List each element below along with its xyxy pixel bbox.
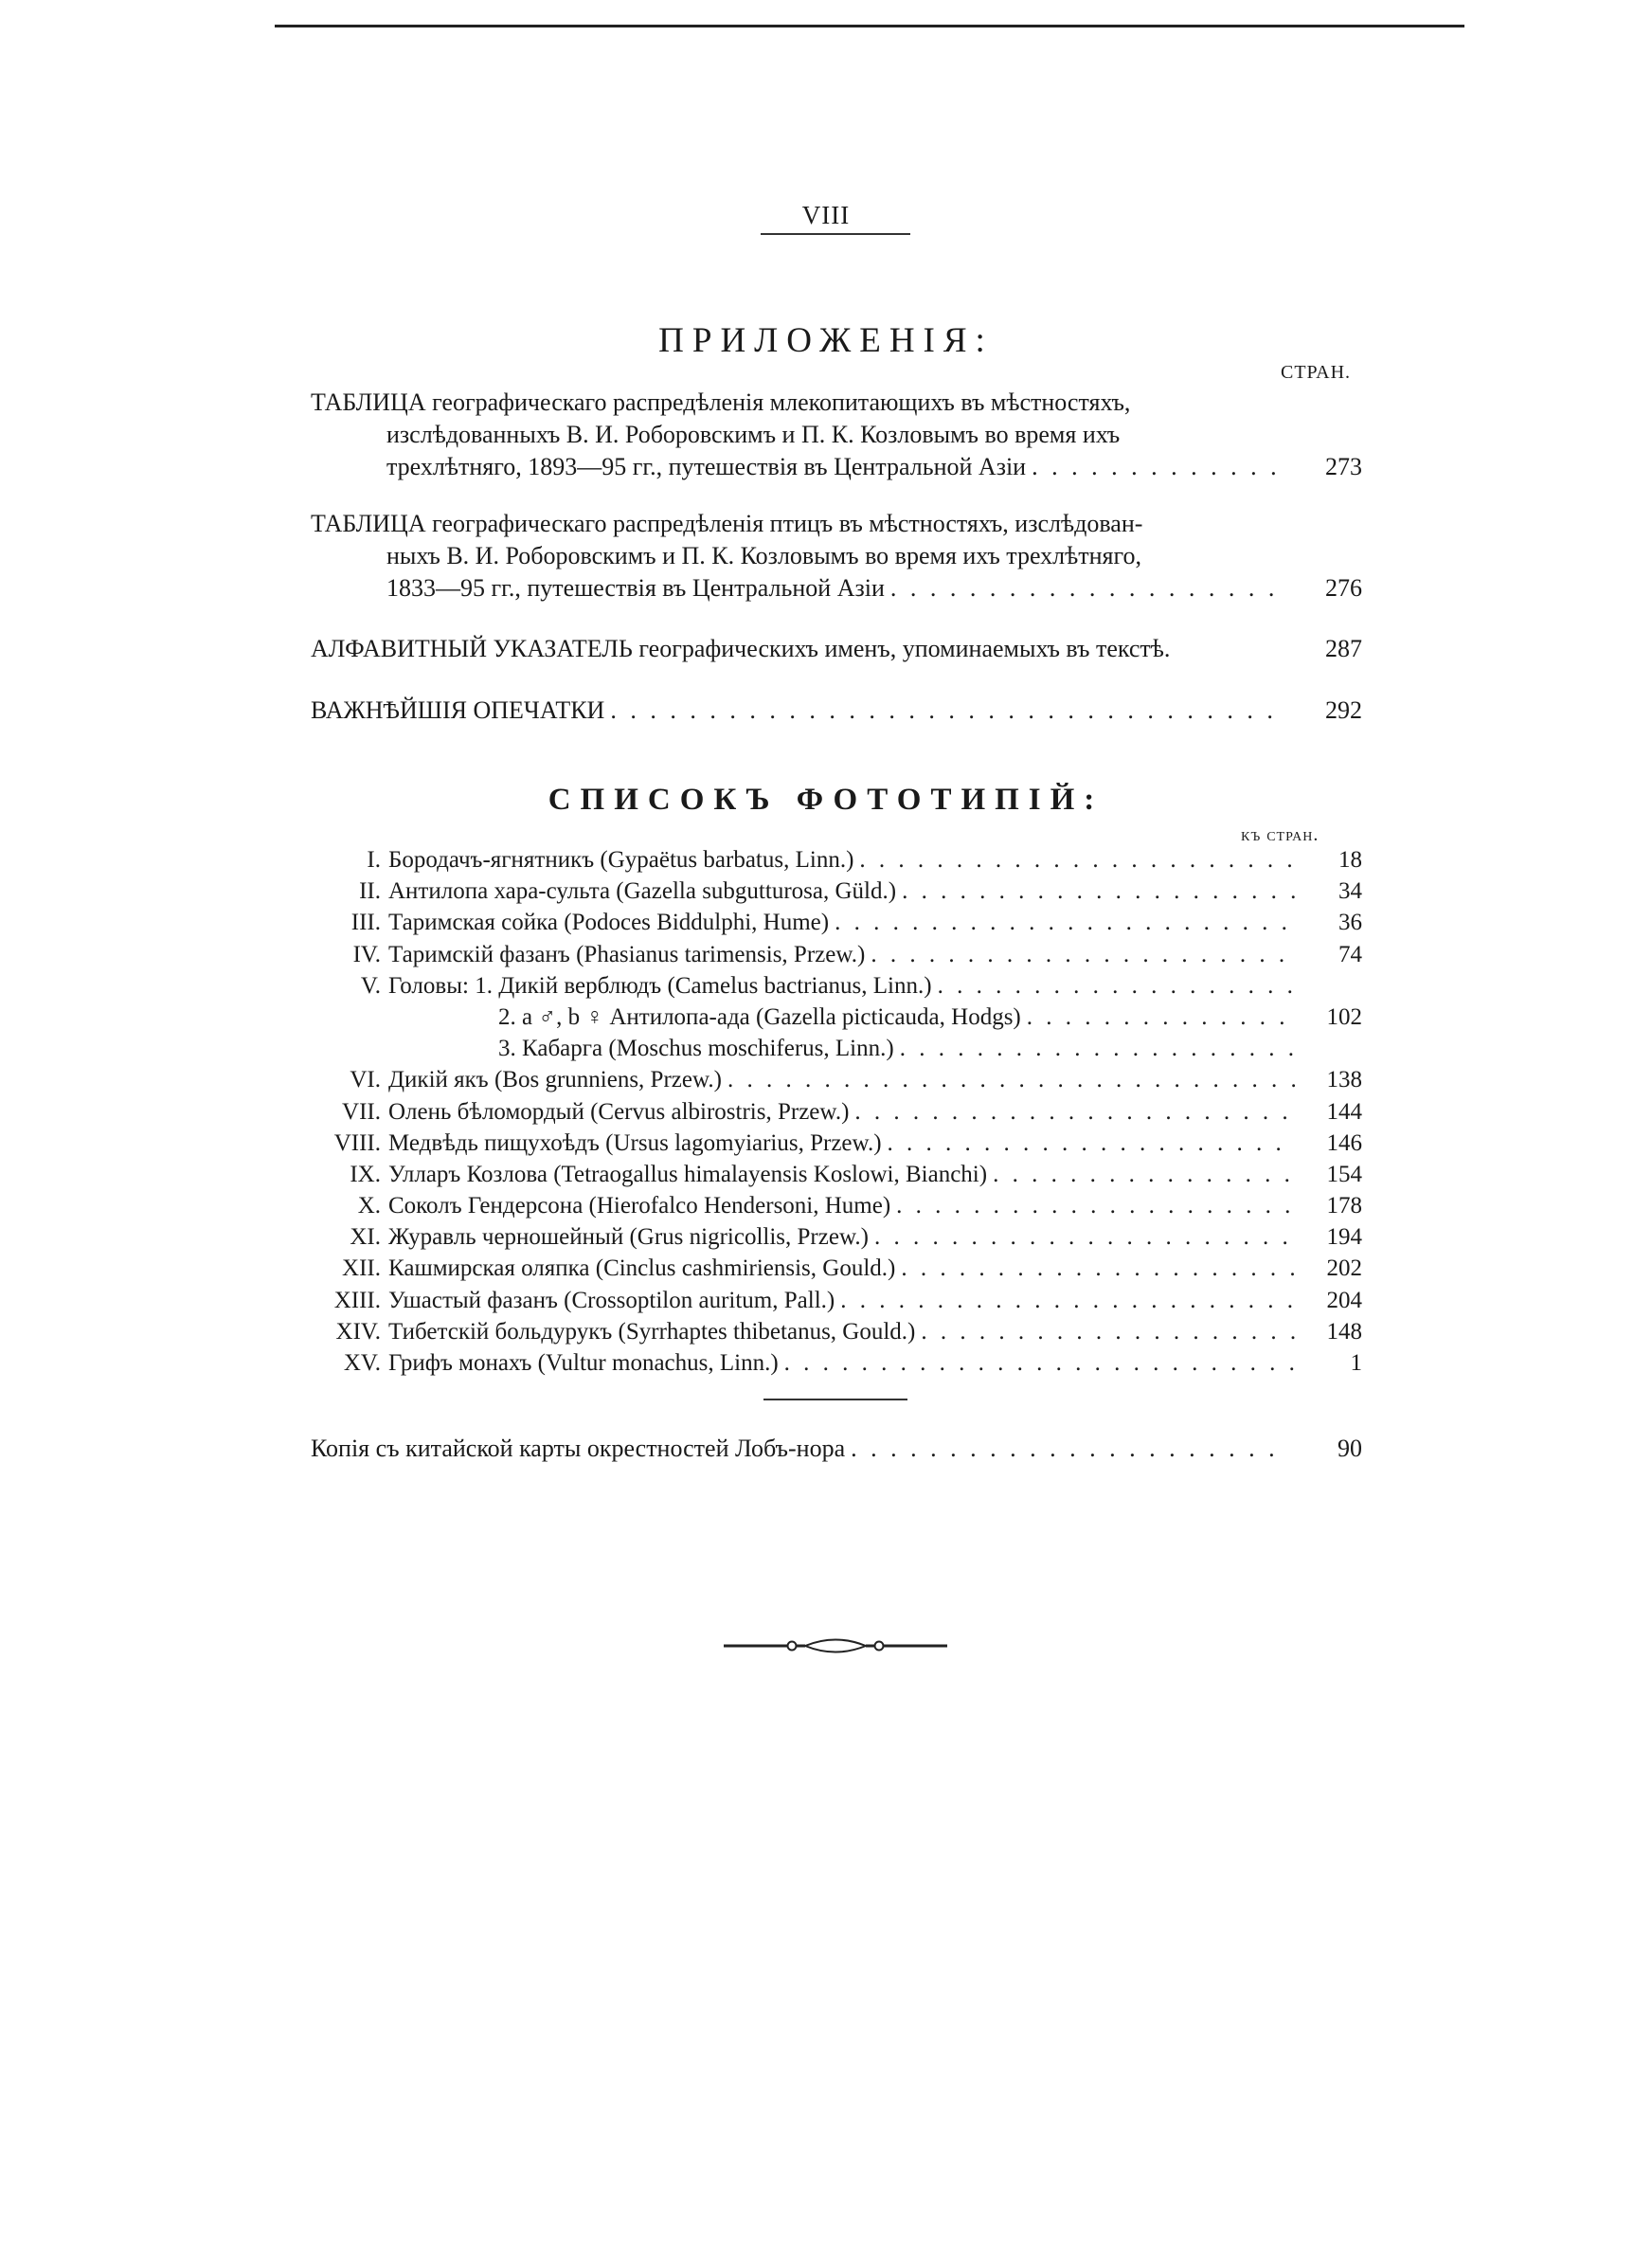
leader-dots	[915, 1319, 1296, 1345]
item-number: II.	[359, 878, 381, 905]
item-number: IV.	[352, 941, 381, 967]
item-text: Кашмирская оляпка (Cinclus cashmiriensis, Gould.)	[388, 1255, 896, 1282]
item-number: XIV.	[335, 1318, 381, 1345]
item-text: Медвѣдь пищухоѣдъ (Ursus lagomyiarius, Przew.)	[388, 1129, 882, 1156]
item-text: Соколъ Гендерсона (Hierofalco Hendersoni, Hume)	[388, 1193, 891, 1219]
leader-dots	[849, 1099, 1296, 1126]
list-item	[311, 847, 1362, 878]
entry-line: трехлѣтняго, 1893—95 гг., путешествія въ Центральной Азіи	[386, 453, 1027, 480]
list-item	[311, 1130, 1362, 1162]
entry-page: 292	[1325, 696, 1362, 724]
item-page: 154	[1326, 1161, 1362, 1187]
entry-page: 90	[1338, 1435, 1362, 1462]
leader-dots	[853, 847, 1296, 874]
item-number: XIII.	[333, 1287, 381, 1313]
list-item	[311, 1255, 1362, 1287]
leader-dots	[779, 1350, 1296, 1377]
list-item	[311, 1162, 1362, 1193]
item-text: Тибетскій больдурукъ (Syrrhaptes thibetanus, Gould.)	[388, 1318, 916, 1345]
leader-dots	[1026, 451, 1286, 483]
item-number: III.	[350, 910, 381, 936]
item-text: Головы: 1. Дикій верблюдъ (Camelus bactrianus, Linn.)	[388, 972, 932, 999]
list-item	[311, 973, 1362, 1004]
item-page: 144	[1326, 1098, 1362, 1125]
entry-line: АЛФАВИТНЫЙ УКАЗАТЕЛЬ географическихъ именъ, упоминаемыхъ въ текстѣ.	[311, 635, 1171, 662]
list-item	[311, 1067, 1362, 1098]
item-text: Журавль черношейный (Grus nigricollis, Przew.)	[388, 1224, 869, 1251]
ornament-flourish	[722, 1632, 949, 1660]
entry-line: Копія съ китайской карты окрестностей Лобъ-нора	[311, 1435, 846, 1462]
phototypes-heading: СПИСОКЪ ФОТОТИПІЙ:	[548, 783, 1104, 817]
leader-dots	[1021, 1004, 1296, 1031]
entry-line: ТАБЛИЦА географическаго распредѣленія птицъ въ мѣстностяхъ, изслѣдован-	[311, 510, 1143, 537]
appendices-heading: ПРИЛОЖЕНІЯ:	[658, 321, 994, 360]
item-page: 204	[1326, 1287, 1362, 1313]
item-text: Олень бѣломордый (Cervus albirostris, Przew.)	[388, 1098, 850, 1125]
leader-dots	[885, 572, 1286, 605]
entry-page: 276	[1325, 574, 1362, 602]
item-text: Улларъ Козлова (Tetraogallus himalayensis Koslowi, Bianchi)	[388, 1161, 988, 1187]
item-number: XII.	[342, 1255, 381, 1282]
item-page: 18	[1338, 847, 1362, 873]
item-number: X.	[357, 1193, 381, 1219]
entry-line: ТАБЛИЦА географическаго распредѣленія млекопитающихъ въ мѣстностяхъ,	[311, 388, 1131, 416]
top-rule	[275, 25, 1464, 27]
item-text: Дикій якъ (Bos grunniens, Przew.)	[388, 1067, 722, 1093]
item-page: 202	[1326, 1255, 1362, 1282]
leader-dots	[722, 1067, 1296, 1093]
item-text: Бородачъ-ягнятникъ (Gypaëtus barbatus, Linn.)	[388, 847, 854, 873]
leader-dots	[845, 1433, 1286, 1465]
item-page: 146	[1326, 1129, 1362, 1156]
list-item	[311, 1193, 1362, 1224]
leader-dots	[896, 878, 1296, 905]
item-text: Ушастый фазанъ (Crossoptilon auritum, Pall.)	[388, 1287, 835, 1313]
leader-dots	[882, 1130, 1296, 1157]
item-page: 36	[1338, 910, 1362, 936]
leader-dots	[829, 910, 1296, 936]
entry-page: 287	[1325, 635, 1362, 662]
item-number: VIII.	[333, 1129, 381, 1156]
item-page: 74	[1338, 941, 1362, 967]
item-number: IX.	[350, 1161, 381, 1187]
item-page: 102	[1326, 1003, 1362, 1030]
item-text: 2. a ♂, b ♀ Антилопа-ада (Gazella picticauda, Hodgs)	[498, 1003, 1021, 1030]
leader-dots	[932, 973, 1296, 1000]
list-item	[311, 1224, 1362, 1255]
leader-dots	[604, 695, 1286, 727]
item-text: Грифъ монахъ (Vultur monachus, Linn.)	[388, 1350, 779, 1376]
appendix-entry-alphabetical-index	[311, 633, 1362, 665]
map-copy-entry	[311, 1433, 1362, 1465]
item-number: VII.	[342, 1098, 381, 1125]
item-number: XI.	[350, 1224, 381, 1251]
entry-line: ныхъ В. И. Роборовскимъ и П. К. Козловымъ во время ихъ трехлѣтняго,	[386, 542, 1141, 569]
item-page: 194	[1326, 1224, 1362, 1251]
leader-dots	[894, 1036, 1296, 1062]
item-text: 3. Кабарга (Moschus moschiferus, Linn.)	[498, 1036, 894, 1062]
item-page: 178	[1326, 1193, 1362, 1219]
appendix-entry-errata	[311, 695, 1362, 727]
list-item	[311, 1099, 1362, 1130]
list-item	[311, 910, 1362, 941]
item-number: XV.	[343, 1350, 381, 1376]
item-page: 34	[1338, 878, 1362, 905]
list-item	[311, 1004, 1362, 1036]
item-page: 1	[1350, 1350, 1362, 1376]
leader-dots	[865, 942, 1296, 968]
entry-line: ВАЖНѢЙШІЯ ОПЕЧАТКИ	[311, 696, 605, 724]
list-item	[311, 1288, 1362, 1319]
section-divider	[763, 1399, 907, 1400]
leader-dots	[835, 1288, 1296, 1314]
item-page: 138	[1326, 1067, 1362, 1093]
leader-dots	[987, 1162, 1296, 1188]
entry-line: изслѣдованныхъ В. И. Роборовскимъ и П. К. Козловымъ во время ихъ	[386, 421, 1121, 448]
item-text: Антилопа хара-сульта (Gazella subgutturosa, Güld.)	[388, 878, 897, 905]
item-text: Таримскій фазанъ (Phasianus tarimensis, Przew.)	[388, 941, 866, 967]
item-number: I.	[367, 847, 381, 873]
appendix-entry-mammals-table	[311, 387, 1362, 483]
list-item	[311, 878, 1362, 910]
appendix-entry-birds-table	[311, 508, 1362, 605]
appendices-page-column-label: СТРАН.	[1281, 362, 1352, 383]
page-number: VIII	[801, 201, 851, 229]
entry-page: 273	[1325, 453, 1362, 480]
list-item	[311, 1319, 1362, 1350]
item-text: Таримская сойка (Podoces Biddulphi, Hume)	[388, 910, 830, 936]
item-page: 148	[1326, 1318, 1362, 1345]
leader-dots	[895, 1255, 1296, 1282]
entry-line: 1833—95 гг., путешествія въ Центральной Азіи	[386, 574, 885, 602]
item-number: VI.	[350, 1067, 381, 1093]
item-number: V.	[360, 972, 381, 999]
phototypes-list	[311, 847, 1362, 1381]
leader-dots	[890, 1193, 1296, 1219]
leader-dots	[869, 1224, 1296, 1251]
list-item	[311, 1036, 1362, 1067]
phototypes-page-column-label: къ стран.	[1241, 824, 1320, 845]
list-item	[311, 1350, 1362, 1381]
page-number-underline	[761, 233, 910, 235]
list-item	[311, 942, 1362, 973]
